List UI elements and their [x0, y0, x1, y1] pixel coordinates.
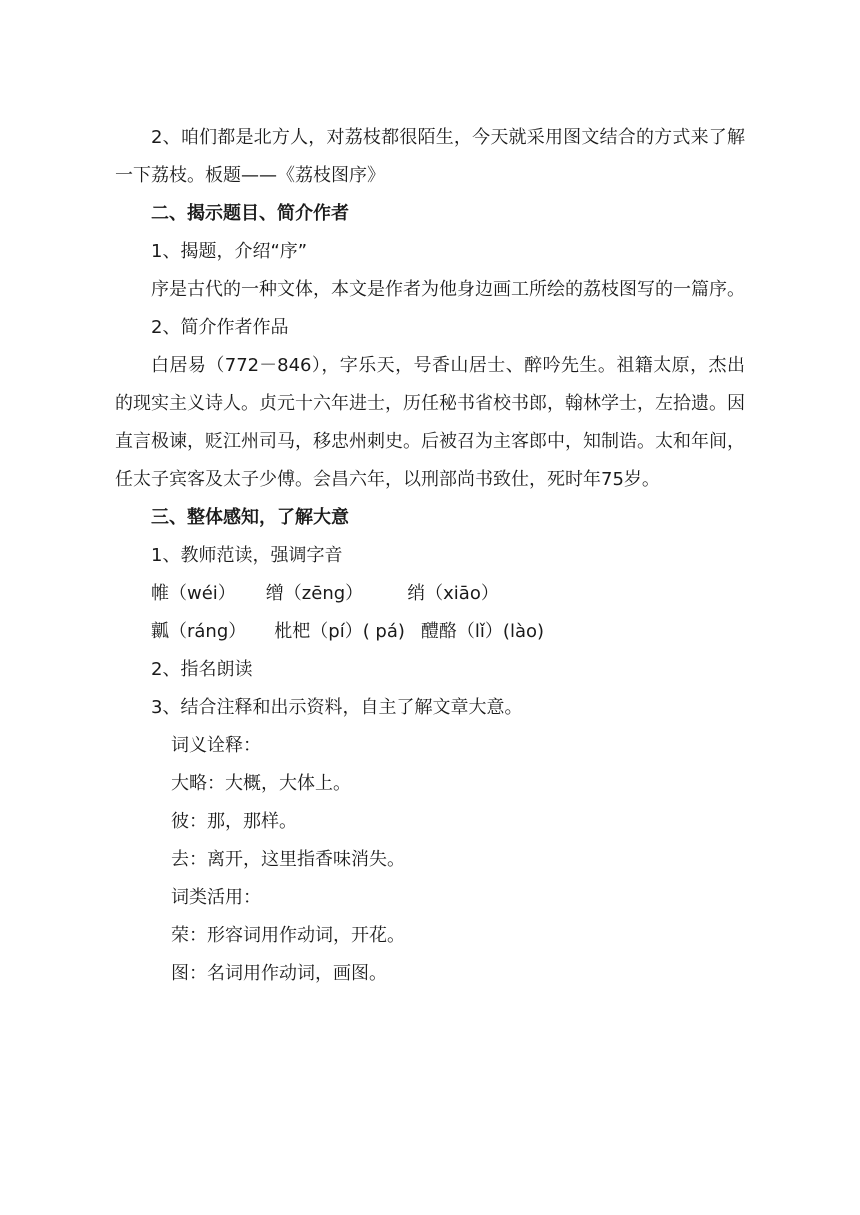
- glossary-item: 大略：大概，大体上。: [171, 773, 351, 794]
- pinyin-item: 醴酪（lǐ）(lào): [420, 621, 545, 642]
- glossary-title-word-class: 词类活用：: [171, 887, 261, 908]
- glossary-item: 图：名词用作动词，画图。: [171, 963, 387, 984]
- pinyin-item: 帷（wéi）: [151, 583, 236, 604]
- step-self-study: 3、结合注释和出示资料，自主了解文章大意。: [151, 697, 523, 718]
- pinyin-item: 缯（zēng）: [265, 583, 364, 604]
- step-named-reading: 2、指名朗读: [151, 659, 253, 680]
- subheading-teacher-reading: 1、教师范读，强调字音: [151, 545, 343, 566]
- subheading-reveal-title: 1、揭题，介绍“序”: [151, 241, 308, 262]
- glossary-title-meanings: 词义诠释：: [171, 735, 261, 756]
- glossary-item: 彼：那，那样。: [171, 811, 297, 832]
- document-body: [115, 119, 745, 993]
- section-heading-3: 三、整体感知，了解大意: [151, 507, 349, 528]
- pinyin-row-2: [115, 613, 745, 651]
- subheading-author-intro: 2、简介作者作品: [151, 317, 289, 338]
- pinyin-row-1: [115, 575, 745, 613]
- preface-definition-paragraph: 序是古代的一种文体，本文是作者为他身边画工所绘的荔枝图写的一篇序。: [151, 279, 745, 300]
- section-heading-2: 二、揭示题目、简介作者: [151, 203, 349, 224]
- glossary-item: 去：离开，这里指香味消失。: [171, 849, 405, 870]
- glossary-item: 荣：形容词用作动词，开花。: [171, 925, 405, 946]
- pinyin-item: 瓤（ráng）: [151, 621, 247, 642]
- intro-paragraph: 2、咱们都是北方人，对荔枝都很陌生，今天就采用图文结合的方式来了解一下荔枝。板题——《荔枝图序》: [115, 127, 745, 186]
- pinyin-item: 枇杷（pí）( pá): [274, 621, 405, 642]
- author-bio-paragraph: 白居易（772－846），字乐天，号香山居士、醉吟先生。祖籍太原，杰出的现实主义诗人。贞元十六年进士，历任秘书省校书郎，翰林学士，左拾遗。因直言极谏，贬江州司马，移忠州刺史。后被召为主客郎中，知制诰。太和年间，任太子宾客及太子少傅。会昌六年，以刑部尚书致仕，死时年75岁。: [115, 355, 745, 490]
- pinyin-item: 绡（xiāo）: [407, 583, 499, 604]
